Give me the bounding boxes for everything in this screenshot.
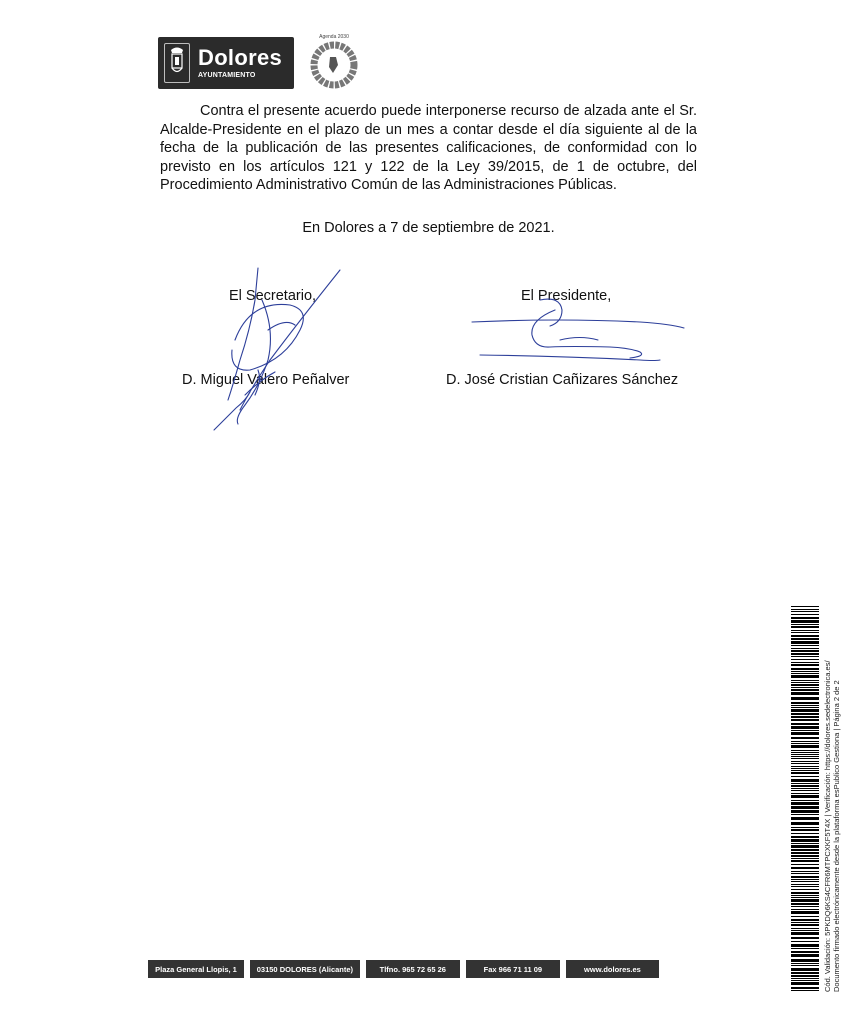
barcode-bar [791,793,819,794]
footer-postal: 03150 DOLORES (Alicante) [250,960,360,978]
barcode-bar [791,785,819,787]
barcode-bar [791,876,819,878]
barcode-bar [791,662,819,663]
barcode-bar [791,886,819,887]
barcode-bar [791,756,819,757]
barcode-bar [791,845,819,848]
barcode-bar [791,766,819,767]
barcode-bar [791,648,819,649]
verification-line-1: Cód. Validación: 5PKDQ6KS4CFR6MTPCXKF5T4X | Verificación: https://dolores.sedelectronica.es/ [823,660,832,992]
barcode-bar [791,822,819,825]
barcode-bar [791,881,819,882]
barcode-bar [791,697,819,700]
barcode-bar [791,965,819,966]
barcode-bar [791,638,819,640]
barcode-bar [791,606,819,607]
barcode-bar [791,732,819,735]
barcode-bar [791,716,819,718]
barcode-bar [791,889,819,890]
barcode-bar [791,909,819,910]
barcode-bar [791,867,819,869]
barcode-bar [791,790,819,791]
president-name: D. José Cristian Cañizares Sánchez [446,372,679,388]
barcode-bar [791,675,819,678]
barcode-bar [791,972,819,974]
barcode-bar [791,673,819,674]
footer-bar [148,960,659,978]
barcode-bar [791,624,819,625]
barcode-bar [791,645,819,646]
barcode-bar [791,737,819,739]
barcode-bar [791,656,819,657]
barcode-bar [791,758,819,759]
barcode-bar [791,951,819,953]
barcode-bar [791,860,819,862]
barcode-bar [791,763,819,764]
barcode-bar [791,709,819,712]
barcode-bar [791,659,819,660]
barcode-bar [791,779,819,782]
barcode-bar [791,959,819,962]
barcode-bar [791,650,819,652]
barcode-bar [791,963,819,964]
barcode-bar [791,614,819,615]
barcode-bar [791,671,819,672]
barcode-bar [791,924,819,926]
barcode-bar [791,948,819,949]
barcode-bar [791,653,819,655]
barcode-bar [791,617,819,619]
barcode-bar [791,879,819,880]
barcode-bar [791,814,819,815]
barcode-bar [791,990,819,991]
barcode-bar [791,783,819,784]
verification-text [823,606,841,992]
barcode-bar [791,795,819,798]
barcode-bar [791,810,819,813]
barcode-bar [791,609,819,610]
president-signature [472,299,684,360]
barcode-bar [791,635,819,637]
barcode-bar [791,919,819,921]
barcode-bar [791,833,819,834]
barcode-bar [791,873,819,874]
barcode-bar [791,839,819,842]
barcode-bar [791,944,819,947]
barcode-bar [791,752,819,753]
barcode-bar [791,632,819,633]
barcode-bar [791,630,819,631]
agenda-2030-badge [306,34,362,90]
barcode-bar [791,892,819,894]
barcode-bar [791,705,819,706]
barcode-bar [791,719,819,721]
barcode-bar [791,897,819,898]
barcode-bar [791,750,819,751]
barcode-bar [791,800,819,801]
barcode-bar [791,858,819,859]
barcode-bar [791,903,819,905]
footer-address: Plaza General Llopis, 1 [148,960,244,978]
barcode-bar [791,829,819,831]
date-line: En Dolores a 7 de septiembre de 2021. [302,220,555,236]
barcode-bar [791,884,819,885]
coat-of-arms-icon [164,43,190,83]
barcode-bar [791,730,819,731]
barcode-bar [791,871,819,872]
footer-website: www.dolores.es [566,960,659,978]
secretary-name: D. Miguel Valero Peñalver [182,372,350,388]
barcode-bar [791,668,819,670]
barcode-bar [791,723,819,725]
barcode-bar [791,741,819,742]
barcode-bar [791,770,819,771]
footer-phone: Tlfno. 965 72 65 26 [366,960,460,978]
barcode-bar [791,922,819,923]
barcode-bar [791,836,819,838]
barcode-bar [791,761,819,762]
barcode-bar [791,978,819,979]
barcode-bar [791,682,819,683]
barcode-bar [791,802,819,805]
verification-line-2: Documento firmado electrónicamente desde la plataforma esPublico Gestiona | Página 2 de 2 [832,680,841,992]
barcode-bar [791,864,819,865]
barcode-bar [791,713,819,715]
barcode-bar [791,726,819,729]
barcode [791,606,819,992]
barcode-bar [791,982,819,985]
barcode-bar [791,932,819,935]
barcode-bar [791,664,819,666]
barcode-bar [791,772,819,774]
barcode-bar [791,968,819,971]
barcode-bar [791,930,819,931]
barcode-bar [791,895,819,896]
secretary-label: El Secretario, [229,288,317,304]
barcode-bar [791,626,819,628]
appeal-paragraph: Contra el presente acuerdo puede interponerse recurso de alzada ante el Sr. Alcalde-Presidente en el plazo de un mes a contar desde el día siguiente al de la fecha de la publicación de las presentes calificaciones, de conformidad con lo previsto en los artículos 121 y 122 de la Ley 39/2015, de 1 de octubre, del Procedimiento Administrativo Común de las Administraciones Públicas. [160,103,697,193]
barcode-bar [791,702,819,704]
barcode-bar [791,899,819,902]
barcode-bar [791,768,819,769]
barcode-bar [791,788,819,789]
footer-fax: Fax 966 71 11 09 [466,960,560,978]
dolores-logo [158,37,294,89]
barcode-bar [791,754,819,755]
barcode-bar [791,911,819,914]
barcode-bar [791,843,819,844]
barcode-bar [791,852,819,854]
barcode-bar [791,745,819,748]
barcode-bar [791,817,819,820]
barcode-bar [791,849,819,851]
barcode-bar [791,692,819,695]
barcode-bar [791,776,819,777]
barcode-bar [791,954,819,957]
barcode-bar [791,980,819,981]
barcode-bar [791,928,819,929]
barcode-bar [791,975,819,977]
president-label: El Presidente, [521,288,612,304]
barcode-bar [791,937,819,939]
barcode-bar [791,827,819,828]
barcode-bar [791,941,819,942]
barcode-bar [791,806,819,809]
barcode-bar [791,611,819,612]
barcode-bar [791,707,819,708]
barcode-bar [791,855,819,857]
logo-title: Dolores [198,45,283,70]
barcode-bar [791,906,819,907]
barcode-bar [791,916,819,917]
logo-subtitle: AYUNTAMIENTO [198,72,256,79]
barcode-bar [791,687,819,688]
barcode-bar [791,684,819,686]
barcode-bar [791,743,819,744]
barcode-bar [791,689,819,691]
barcode-bar [791,620,819,623]
barcode-bar [791,680,819,681]
barcode-bar [791,641,819,644]
agenda-label: Agenda 2030 [319,34,349,40]
barcode-bar [791,987,819,989]
